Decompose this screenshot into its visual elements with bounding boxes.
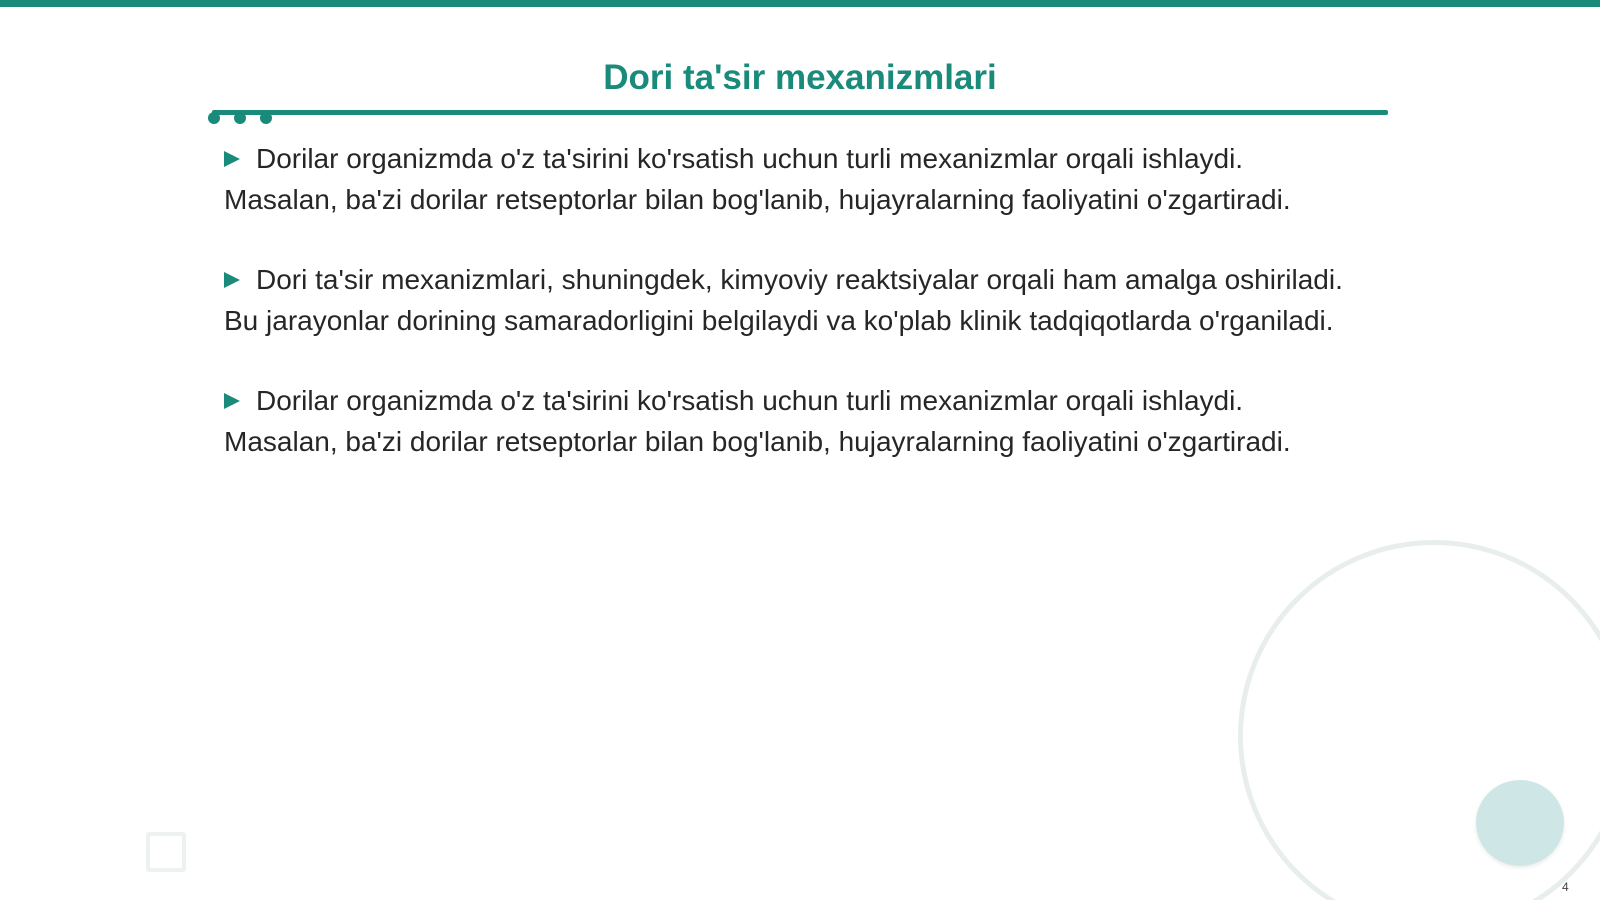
bullet-paragraph-2 xyxy=(224,260,1364,341)
bullet-paragraph-1 xyxy=(224,139,1364,220)
underline-dot xyxy=(234,112,246,124)
bullet-text-3: Dorilar organizmda o'z ta'sirini ko'rsatish uchun turli mexanizmlar orqali ishlaydi. Masalan, ba'zi dorilar retseptorlar bilan bog'lanib, hujayralarning faoliyatini o'zgartiradi. xyxy=(224,385,1291,457)
underline-dot xyxy=(208,112,220,124)
bullet-list xyxy=(224,139,1364,502)
triangle-right-icon xyxy=(224,393,240,409)
underline-dot xyxy=(260,112,272,124)
title-underline xyxy=(212,110,1388,115)
decorative-circle xyxy=(1476,780,1564,866)
decorative-square xyxy=(146,832,186,872)
page-number: 4 xyxy=(1562,880,1569,894)
top-accent-bar xyxy=(0,0,1600,7)
triangle-right-icon xyxy=(224,151,240,167)
slide-title: Dori ta'sir mexanizmlari xyxy=(603,58,997,97)
bullet-text-1: Dorilar organizmda o'z ta'sirini ko'rsatish uchun turli mexanizmlar orqali ishlaydi. Masalan, ba'zi dorilar retseptorlar bilan bog'lanib, hujayralarning faoliyatini o'zgartiradi. xyxy=(224,143,1291,215)
bullet-text-2: Dori ta'sir mexanizmlari, shuningdek, kimyoviy reaktsiyalar orqali ham amalga oshiriladi. Bu jarayonlar dorining samaradorligini belgilaydi va ko'plab klinik tadqiqotlarda o'rganiladi. xyxy=(224,264,1343,336)
bullet-paragraph-3 xyxy=(224,381,1364,462)
triangle-right-icon xyxy=(224,272,240,288)
